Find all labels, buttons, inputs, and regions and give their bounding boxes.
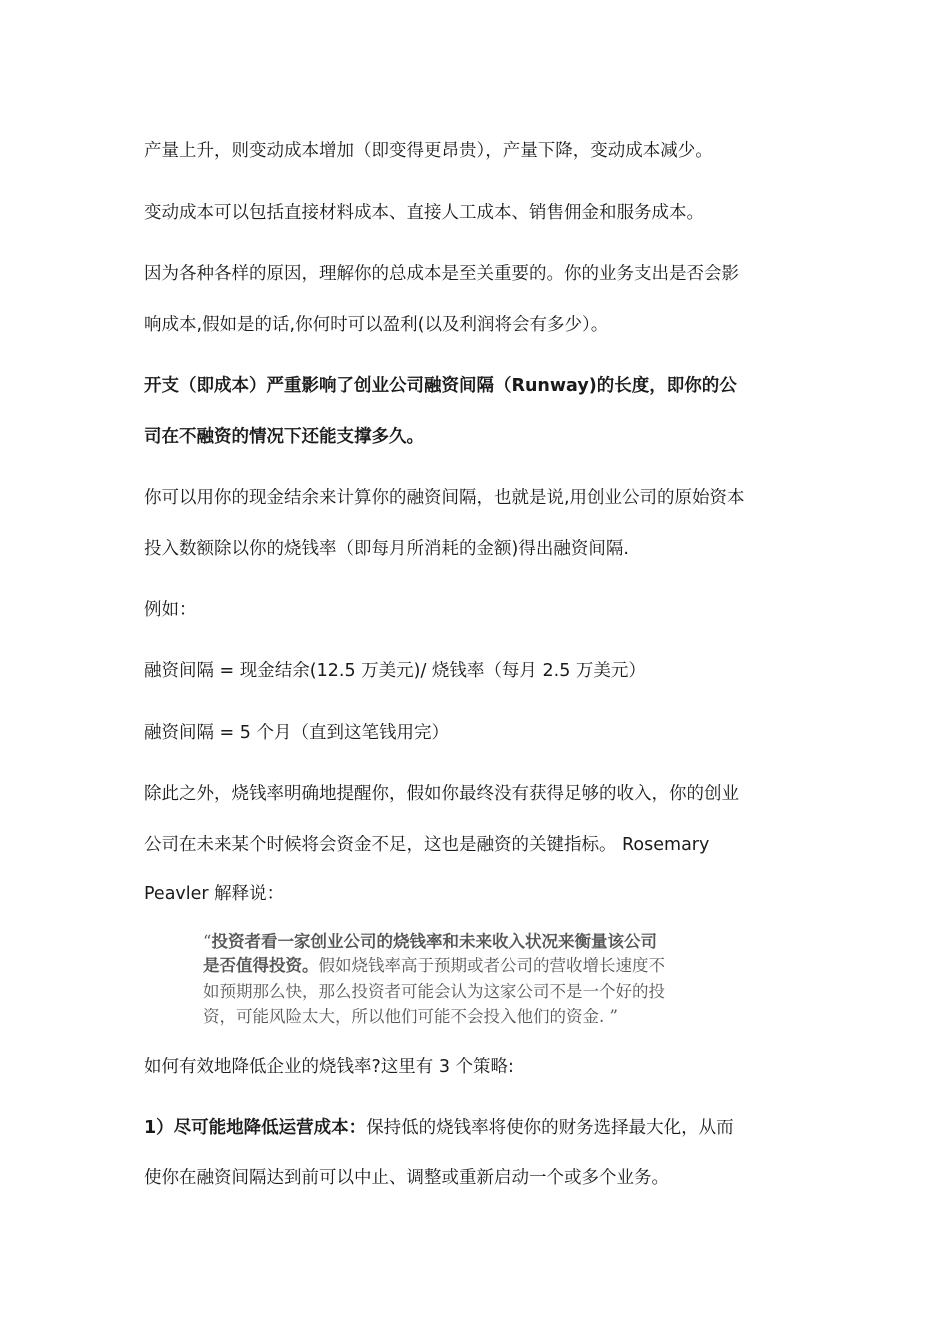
paragraph-strategy-1-line1 [144,1116,734,1140]
paragraph-burn-rate-line2: 公司在未来某个时候将会资金不足，这也是融资的关键指标。 Rosemary [144,835,710,855]
quote-line3: 如预期那么快，那么投资者可能会认为这家公司不是一个好的投 [203,982,665,1001]
paragraph-strategies-intro: 如何有效地降低企业的烧钱率?这里有 3 个策略: [144,1057,514,1077]
strategy-1-text: 保持低的烧钱率将使你的财务选择最大化，从而 [366,1118,734,1138]
paragraph-total-cost-line1: 因为各种各样的原因，理解你的总成本是至关重要的。你的业务支出是否会影 [144,264,739,284]
paragraph-variable-cost-output: 产量上升，则变动成本增加（即变得更昂贵），产量下降，变动成本减少。 [144,141,713,161]
quote-bold-text-1: 投资者看一家创业公司的烧钱率和未来收入状况来衡量该公司 [211,932,657,951]
paragraph-runway-calc-line1: 你可以用你的现金结余来计算你的融资间隔，也就是说,用创业公司的原始资本 [144,488,745,508]
paragraph-example-label: 例如： [144,600,197,620]
quote-text-2: 假如烧钱率高于预期或者公司的营收增长速度不 [318,956,665,975]
paragraph-burn-rate-line1: 除此之外，烧钱率明确地提醒你，假如你最终没有获得足够的收入，你的创业 [144,784,739,804]
formula-runway: 融资间隔 = 现金结余(12.5 万美元)/ 烧钱率（每月 2.5 万美元） [144,661,646,681]
quote-line1 [203,930,748,954]
paragraph-total-cost-line2: 响成本,假如是的话,你何时可以盈利(以及利润将会有多少）。 [144,315,609,335]
strategy-1-heading: 1）尽可能地降低运营成本： [144,1118,367,1138]
paragraph-variable-cost-items: 变动成本可以包括直接材料成本、直接人工成本、销售佣金和服务成本。 [144,203,704,223]
paragraph-burn-rate-line3: Peavler 解释说： [144,884,285,904]
quote-line2 [203,954,748,978]
paragraph-strategy-1-line2: 使你在融资间隔达到前可以中止、调整或重新启动一个或多个业务。 [144,1168,669,1188]
paragraph-runway-bold-line2: 司在不融资的情况下还能支撑多久。 [144,427,424,447]
paragraph-runway-bold-line1: 开支（即成本）严重影响了创业公司融资间隔（Runway)的长度，即你的公 [144,376,737,396]
paragraph-runway-calc-line2: 投入数额除以你的烧钱率（即每月所消耗的金额)得出融资间隔. [144,539,629,559]
formula-runway-result: 融资间隔 = 5 个月（直到这笔钱用完） [144,723,449,743]
quote-bold-text-2: 是否值得投资。 [203,956,319,975]
quote-line4: 资，可能风险太大，所以他们可能不会投入他们的资金. ” [203,1007,618,1026]
quote-open-mark: “ [203,932,212,951]
